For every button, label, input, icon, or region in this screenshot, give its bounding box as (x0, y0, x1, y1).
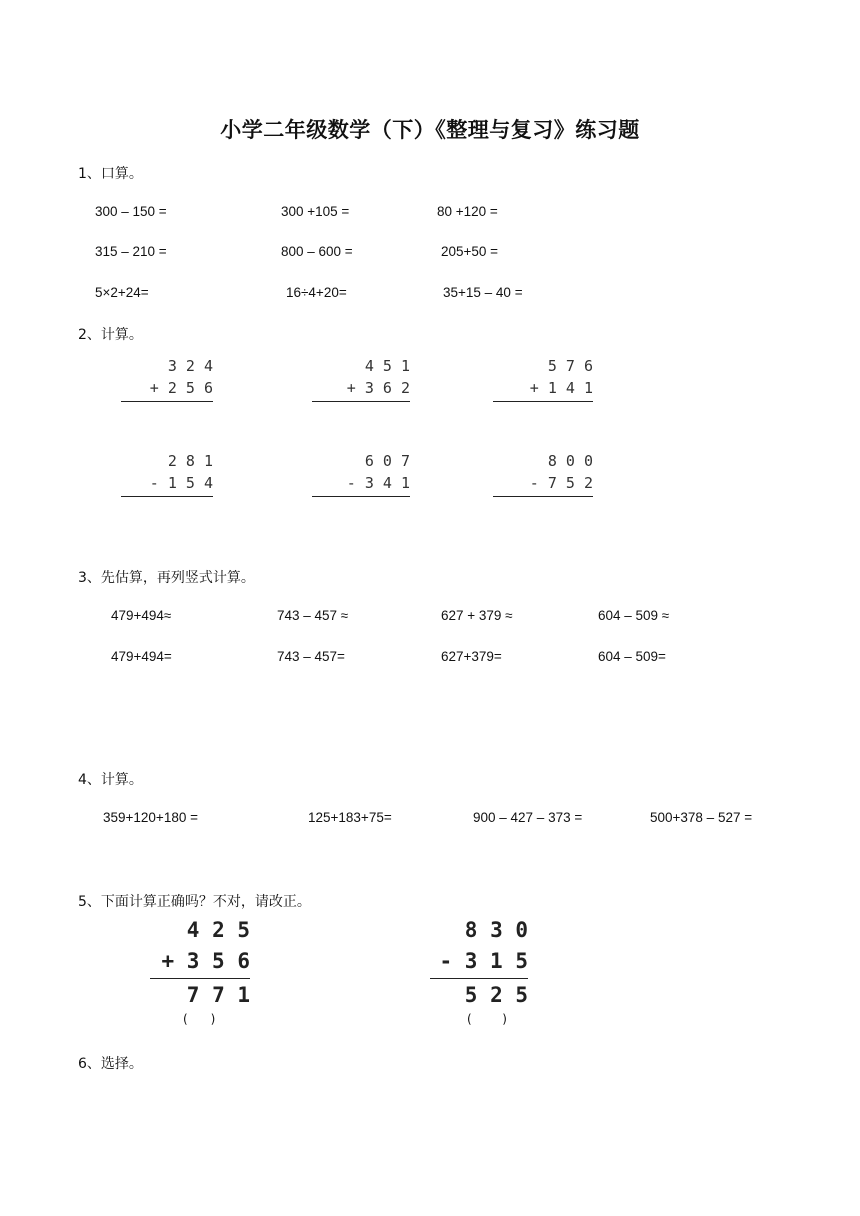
difference-line (121, 496, 213, 497)
estimate-item: 627 + 379 ≈ (441, 608, 513, 623)
sum-line (121, 401, 213, 402)
bottom-operand: + 2 5 6 (149, 379, 213, 397)
exact-item: 479+494= (111, 649, 172, 664)
top-operand: 2 8 1 (167, 452, 213, 470)
oral-calc-item: 205+50 = (441, 244, 499, 259)
vertical-subtraction (312, 450, 410, 497)
bottom-operand: - 3 4 1 (346, 474, 410, 492)
bottom-operand: + 3 6 2 (346, 379, 410, 397)
top-operand: 6 0 7 (364, 452, 410, 470)
top-operand: 4 5 1 (364, 357, 410, 375)
oral-calc-item: 35+15 – 40 = (443, 285, 523, 300)
calc-item: 125+183+75= (308, 810, 392, 825)
oral-calc-item: 16÷4+20= (286, 285, 347, 300)
section-5-heading: 5、下面计算正确吗？不对，请改正。 (78, 894, 311, 910)
bottom-operand: - 3 1 5 (439, 949, 528, 973)
estimate-item: 479+494≈ (111, 608, 172, 623)
section-3-heading: 3、先估算，再列竖式计算。 (78, 570, 255, 586)
section-2-heading: 2、计算。 (78, 327, 143, 343)
estimate-item: 604 – 509 ≈ (598, 608, 670, 623)
difference-line (430, 978, 528, 979)
section-4-heading: 4、计算。 (78, 772, 143, 788)
oral-calc-item: 5×2+24= (95, 285, 149, 300)
bottom-operand: - 7 5 2 (529, 474, 593, 492)
top-operand: 5 7 6 (547, 357, 593, 375)
result: 7 7 1 (186, 983, 250, 1007)
oral-calc-item: 300 – 150 = (95, 204, 167, 219)
section-1-heading: 1、口算。 (78, 166, 143, 182)
vertical-addition (121, 355, 213, 402)
page-title: 小学二年级数学（下）《整理与复习》练习题 (220, 118, 640, 142)
oral-calc-item: 300 +105 = (281, 204, 350, 219)
calc-item: 500+378 – 527 = (650, 810, 753, 825)
vertical-subtraction (493, 450, 593, 497)
vertical-addition (312, 355, 410, 402)
exact-item: 604 – 509= (598, 649, 666, 664)
top-operand: 4 2 5 (186, 918, 250, 942)
vertical-addition (493, 355, 593, 402)
check-subtraction (430, 915, 528, 1011)
bottom-operand: + 3 5 6 (161, 949, 250, 973)
oral-calc-item: 80 +120 = (437, 204, 498, 219)
exact-item: 627+379= (441, 649, 502, 664)
bottom-operand: + 1 4 1 (529, 379, 593, 397)
top-operand: 3 2 4 (167, 357, 213, 375)
oral-calc-item: 800 – 600 = (281, 244, 353, 259)
bottom-operand: - 1 5 4 (149, 474, 213, 492)
section-6-heading: 6、选择。 (78, 1056, 143, 1072)
sum-line (150, 978, 250, 979)
sum-line (493, 401, 593, 402)
oral-calc-item: 315 – 210 = (95, 244, 167, 259)
answer-parentheses: ( ) (467, 1012, 507, 1026)
vertical-subtraction (121, 450, 213, 497)
calc-item: 359+120+180 = (103, 810, 198, 825)
difference-line (312, 496, 410, 497)
top-operand: 8 3 0 (464, 918, 528, 942)
sum-line (312, 401, 410, 402)
check-addition (150, 915, 250, 1011)
estimate-item: 743 – 457 ≈ (277, 608, 349, 623)
top-operand: 8 0 0 (547, 452, 593, 470)
exact-item: 743 – 457= (277, 649, 345, 664)
result: 5 2 5 (464, 983, 528, 1007)
answer-parentheses: ( ) (183, 1012, 216, 1026)
difference-line (493, 496, 593, 497)
calc-item: 900 – 427 – 373 = (473, 810, 583, 825)
